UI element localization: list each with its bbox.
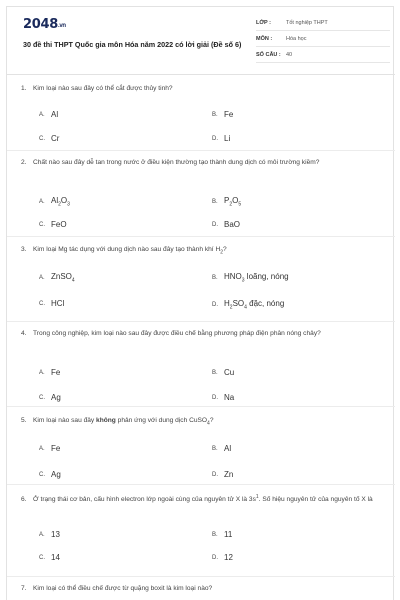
option-b[interactable] [212,196,241,208]
question-divider [7,150,395,151]
option-letter: B. [212,111,218,118]
option-d[interactable] [212,299,284,311]
option-letter: B. [212,531,218,538]
option-text: 12 [224,553,233,562]
option-letter: C. [39,394,45,401]
meta-value: 40 [286,51,293,58]
option-text: Ag [51,393,61,402]
meta-label: MÔN : [256,35,273,42]
option-letter: D. [212,301,218,308]
option-c[interactable] [39,393,61,402]
option-text: Cu [224,368,235,377]
question-body: Kim loại có thể điều chế được từ quặng boxit là kim loại nào? [33,585,213,592]
option-letter: B. [212,445,218,452]
option-letter: D. [212,221,218,228]
meta-label: LỚP : [256,19,271,26]
option-letter: D. [212,394,218,401]
question-number: 6. [21,496,27,504]
option-d[interactable] [212,134,230,143]
option-b[interactable] [212,272,289,284]
option-d[interactable] [212,470,233,479]
question-text [21,583,376,594]
question-text [21,157,376,168]
option-text: 11 [224,530,233,539]
option-letter: D. [212,471,218,478]
question-number: 5. [21,417,27,424]
option-text: BaO [224,220,241,229]
question-text [21,83,376,94]
meta-row-subject [256,31,390,47]
option-a[interactable] [39,530,60,539]
question-number: 4. [21,330,27,337]
option-b[interactable] [212,530,232,539]
option-text: Zn [224,470,234,479]
document-meta [256,15,390,63]
option-text: Na [224,393,235,402]
option-text: Fe [224,110,234,119]
option-letter: C. [39,221,45,228]
question-divider [7,576,395,577]
option-letter: C. [39,554,45,561]
option-a[interactable] [39,444,60,453]
question-text [21,415,376,429]
option-letter: B. [212,369,218,376]
option-text: FeO [51,220,67,229]
question-number: 2. [21,159,27,166]
option-letter: A. [39,111,45,118]
option-letter: A. [39,369,45,376]
question-body: Trong công nghiệp, kim loại nào sau đây được điều chế bằng phương pháp điện phân nóng chảy? [33,330,321,337]
option-letter: A. [39,274,45,281]
question-number: 1. [21,85,27,92]
question-body: Kim loại Mg tác dụng với dung dịch nào sau đây tạo thành khí $H_2$? [33,246,227,256]
question-text [21,492,376,505]
option-d[interactable] [212,220,240,229]
option-letter: D. [212,554,218,561]
question-body: Chất nào sau đây dễ tan trong nước ở điều kiện thường tạo thành dung dịch có môi trường kiềm? [33,159,320,166]
option-d[interactable] [212,553,233,562]
option-letter: A. [39,198,45,205]
option-text: Fe [51,368,61,377]
question-divider [7,321,395,322]
option-a[interactable] [39,272,75,284]
option-letter: C. [39,471,45,478]
option-text: Fe [51,444,61,453]
option-text: $H_2SO_4$ đặc, nóng [224,299,285,311]
question-divider [7,484,395,485]
header-divider [7,74,395,75]
document-header [7,7,395,69]
option-text: Ag [51,470,61,479]
question-body: Kim loại nào sau đây có thể cắt được thủy tinh? [33,85,173,92]
option-text: $HNO_3$ loãng, nóng [224,272,289,284]
option-text: Cr [51,134,60,143]
option-text: $P_2O_5$ [224,196,242,208]
option-a[interactable] [39,110,58,119]
question-body: Ở trạng thái cơ bản, cấu hình electron lớp ngoài cùng của nguyên tử X là $3s^1$. Số hiệu nguyên tử của nguyên tố X là [33,494,373,504]
option-c[interactable] [39,134,59,143]
question-divider [7,236,395,237]
question-body-post: phản ứng với dung dịch CuSO$_4$? [115,417,214,427]
option-letter: A. [39,445,45,452]
option-b[interactable] [212,444,231,453]
meta-row-count [256,47,390,63]
meta-label: SỐ CÂU : [256,51,281,58]
meta-value: Hóa học [286,35,307,42]
option-text: Li [224,134,231,143]
option-c[interactable] [39,553,60,562]
option-a[interactable] [39,196,70,208]
document-title: 30 đề thi THPT Quốc gia môn Hóa năm 2022 có lời giải (Đề số 6) [23,40,242,49]
option-b[interactable] [212,110,233,119]
option-text: ZnSO$_4$ [51,272,75,284]
option-text: $Al_2O_3$ [51,196,70,208]
logo-text: 2048 [23,17,58,32]
option-a[interactable] [39,368,60,377]
question-emphasis: không [96,417,116,424]
meta-row-class [256,15,390,31]
question-body-pre: Kim loại nào sau đây [33,417,97,424]
option-letter: B. [212,274,218,281]
option-text: 13 [51,530,60,539]
question-text [21,328,376,339]
option-letter: D. [212,135,218,142]
option-letter: A. [39,531,45,538]
option-c[interactable] [39,299,64,308]
question-number: 3. [21,246,27,253]
option-c[interactable] [39,220,67,229]
meta-value: Tốt nghiệp THPT [286,19,328,26]
option-text: Al [51,110,59,119]
option-c[interactable] [39,470,61,479]
question-text [21,244,376,258]
question-number: 7. [21,585,27,592]
option-letter: C. [39,300,45,307]
question-divider [7,406,395,407]
option-letter: C. [39,135,45,142]
option-b[interactable] [212,368,234,377]
logo-suffix: .vn [57,23,66,29]
option-d[interactable] [212,393,234,402]
option-letter: B. [212,198,218,205]
site-logo[interactable] [23,16,66,32]
document-page [6,6,394,600]
option-text: HCl [51,299,65,308]
option-text: Al [224,444,232,453]
option-text: 14 [51,553,60,562]
